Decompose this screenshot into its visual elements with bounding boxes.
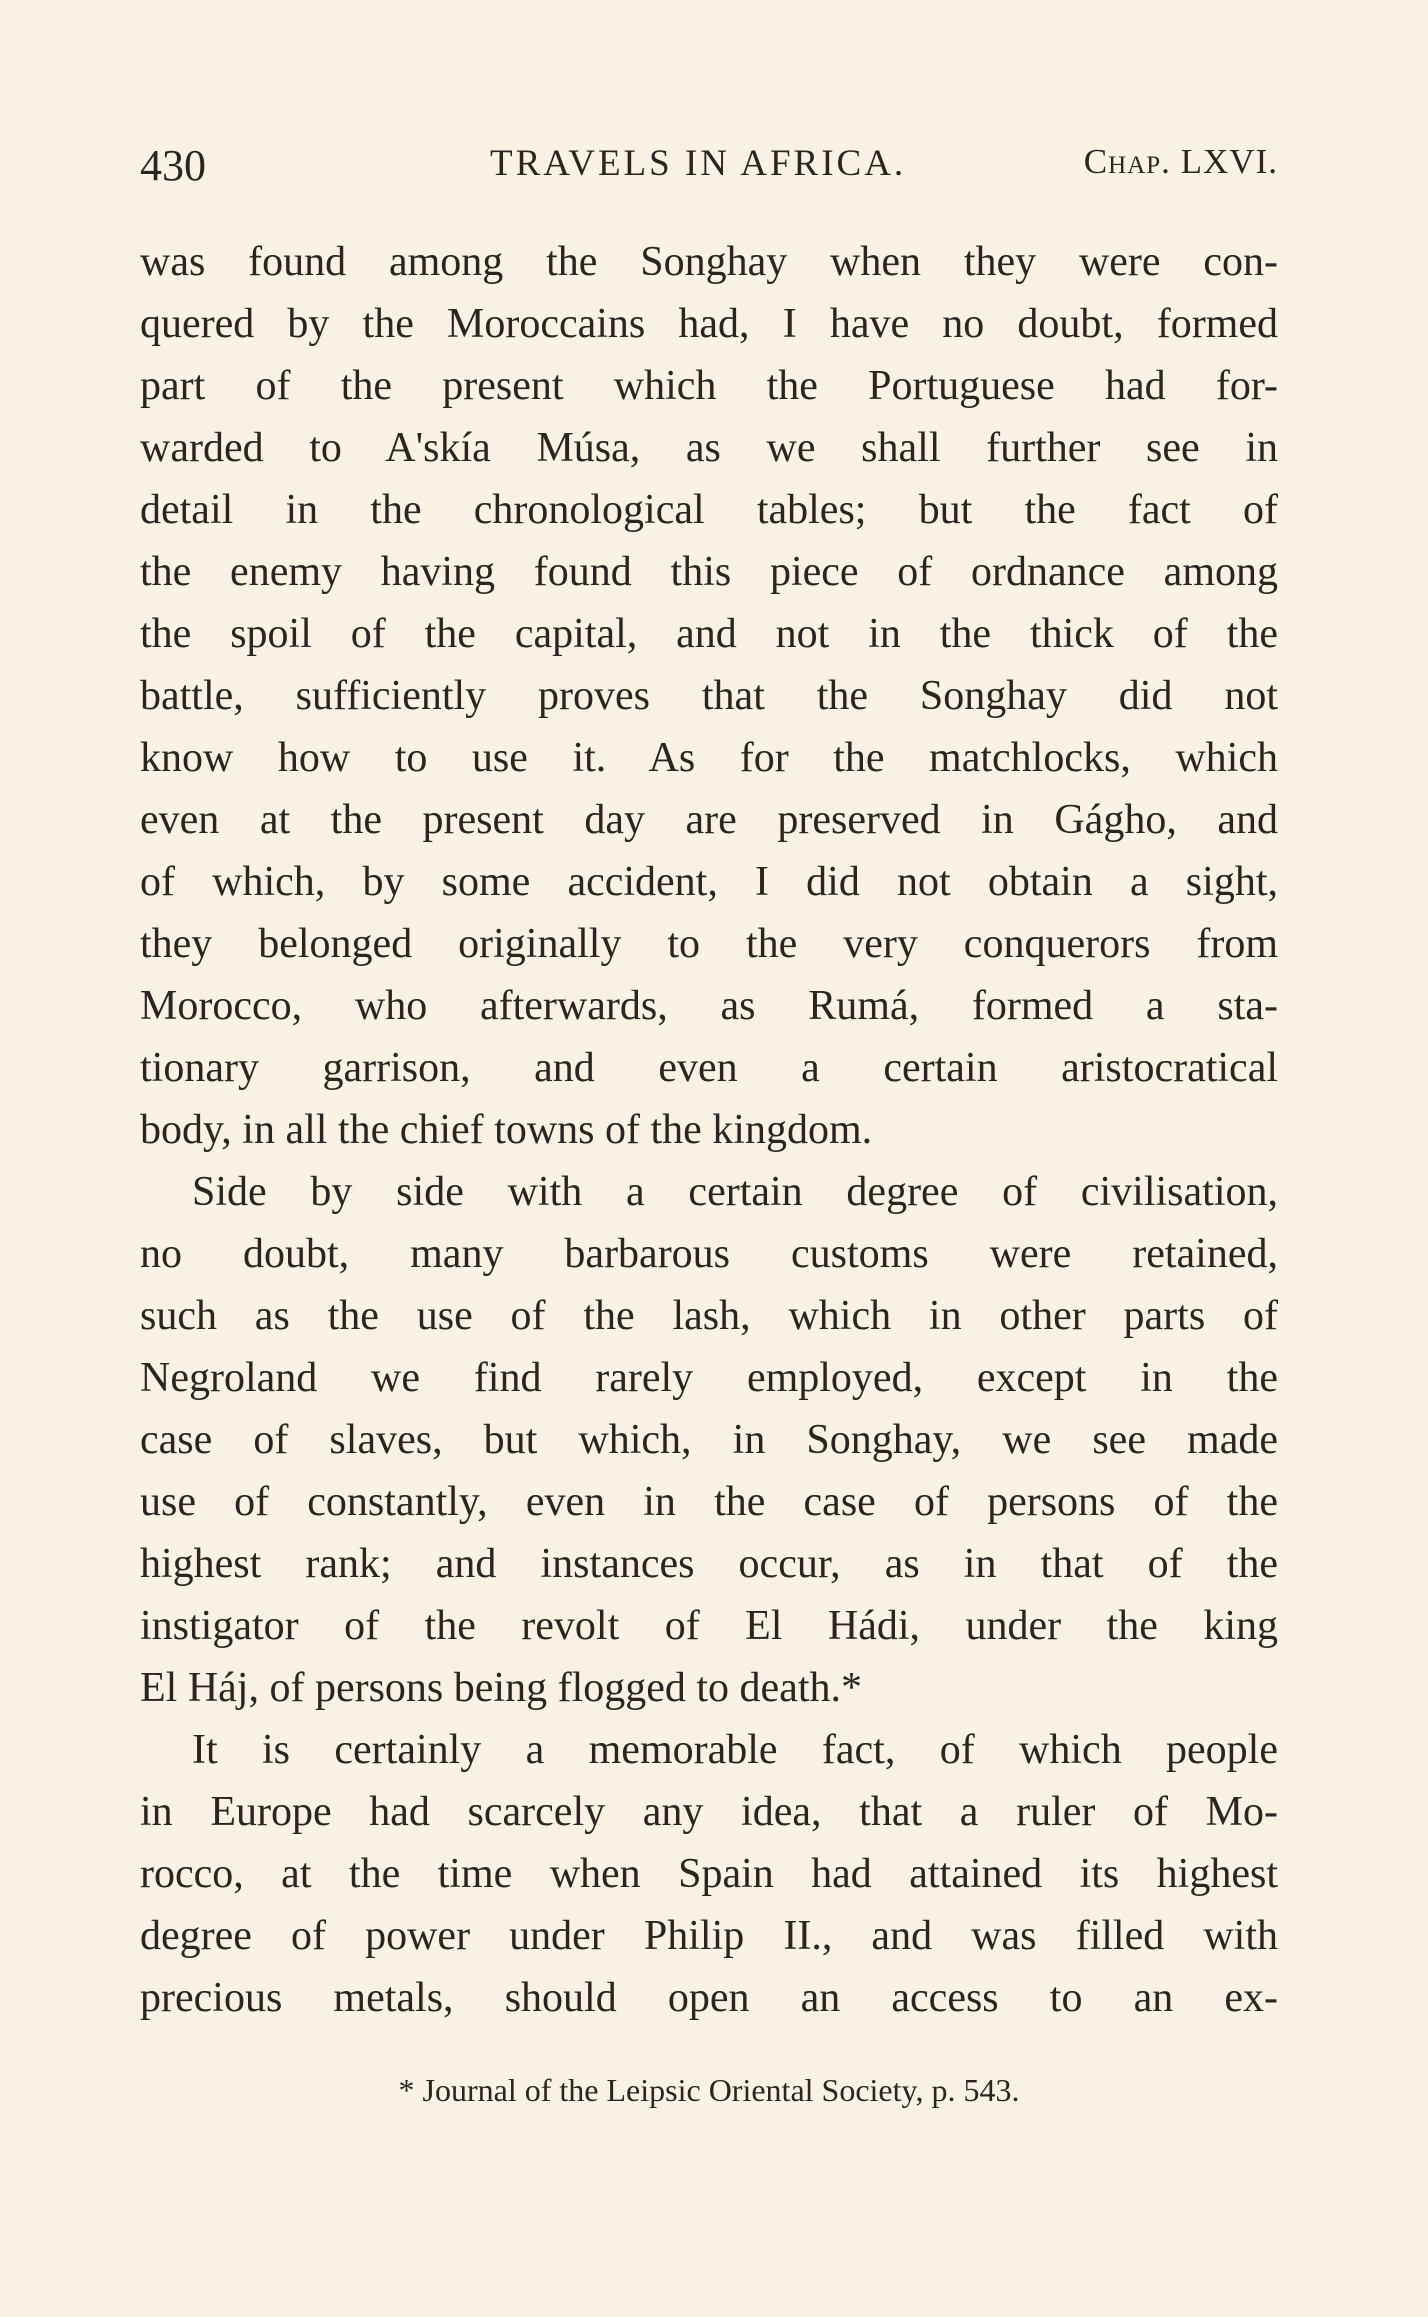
text-line: Side by side with a certain degree of civilisation, <box>192 1169 1278 1215</box>
text-line: such as the use of the lash, which in other parts of <box>140 1293 1278 1339</box>
body-text <box>140 231 1278 2029</box>
text-line: no doubt, many barbarous customs were retained, <box>140 1231 1278 1277</box>
text-line: degree of power under Philip II., and was filled with <box>140 1913 1278 1959</box>
text-line: battle, sufficiently proves that the Songhay did not <box>140 673 1278 719</box>
text-line: case of slaves, but which, in Songhay, we see made <box>140 1417 1278 1463</box>
text-line: they belonged originally to the very conquerors from <box>140 921 1278 967</box>
text-line: was found among the Songhay when they were con- <box>140 239 1278 285</box>
text-line: Morocco, who afterwards, as Rumá, formed a sta- <box>140 983 1278 1029</box>
text-line: use of constantly, even in the case of persons of the <box>140 1479 1278 1525</box>
text-line: the spoil of the capital, and not in the thick of the <box>140 611 1278 657</box>
text-line: instigator of the revolt of El Hádi, under the king <box>140 1603 1278 1649</box>
text-line: rocco, at the time when Spain had attained its highest <box>140 1851 1278 1897</box>
text-line: warded to A'skía Músa, as we shall further see in <box>140 425 1278 471</box>
running-head <box>140 128 1278 198</box>
text-line: precious metals, should open an access to an ex- <box>140 1975 1278 2021</box>
text-line: part of the present which the Portuguese had for- <box>140 363 1278 409</box>
text-line: quered by the Moroccains had, I have no doubt, formed <box>140 301 1278 347</box>
text-line: highest rank; and instances occur, as in that of the <box>140 1541 1278 1587</box>
text-line: in Europe had scarcely any idea, that a ruler of Mo- <box>140 1789 1278 1835</box>
text-line: tionary garrison, and even a certain aristocratical <box>140 1045 1278 1091</box>
page-number: 430 <box>140 141 206 190</box>
text-line: of which, by some accident, I did not obtain a sight, <box>140 859 1278 905</box>
text-line: know how to use it. As for the matchlocks, which <box>140 735 1278 781</box>
text-line: It is certainly a memorable fact, of which people <box>192 1727 1278 1773</box>
text-line: detail in the chronological tables; but the fact of <box>140 487 1278 533</box>
text-line: Negroland we find rarely employed, except in the <box>140 1355 1278 1401</box>
running-title: TRAVELS IN AFRICA. <box>490 143 907 184</box>
footnote: * Journal of the Leipsic Oriental Society, p. 543. <box>398 2072 1020 2108</box>
text-line: the enemy having found this piece of ordnance among <box>140 549 1278 595</box>
text-line: El Háj, of persons being flogged to death.* <box>140 1665 862 1711</box>
text-line: even at the present day are preserved in Gágho, and <box>140 797 1278 843</box>
text-line: body, in all the chief towns of the kingdom. <box>140 1107 873 1153</box>
chapter-label: Chap. LXVI. <box>1083 142 1278 181</box>
